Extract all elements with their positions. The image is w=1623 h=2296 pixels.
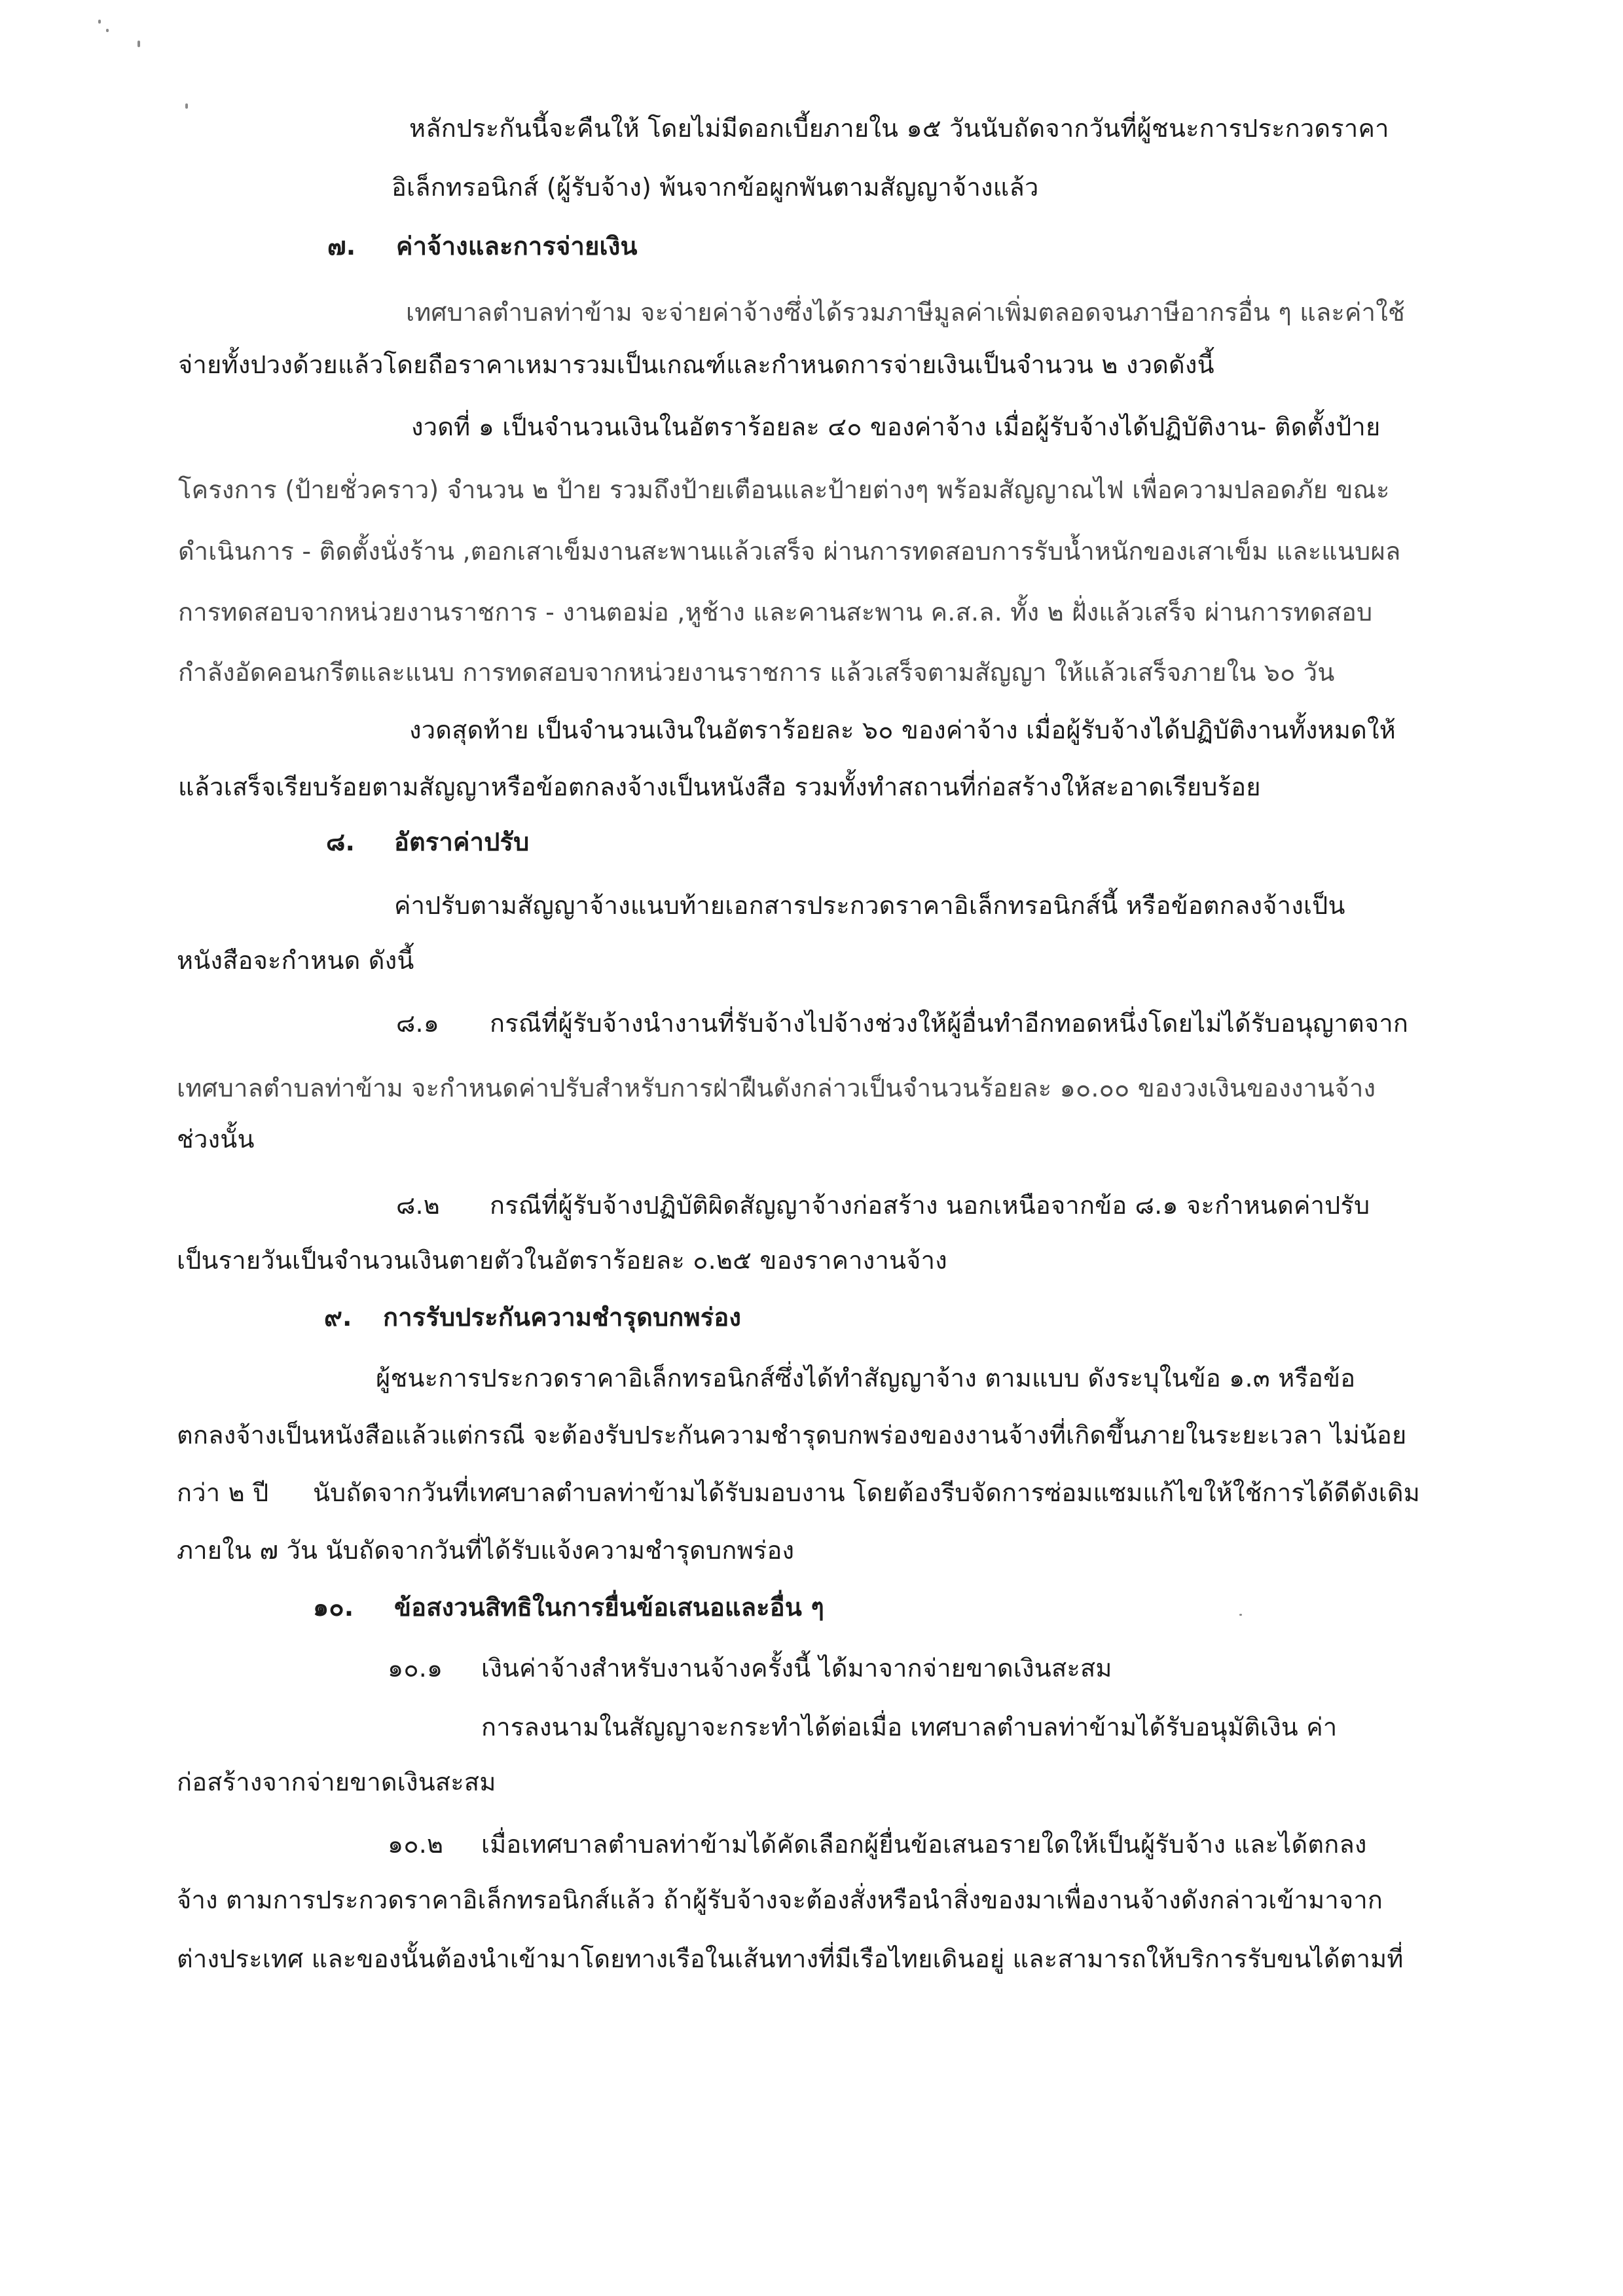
section-number: ๑๐. bbox=[313, 1593, 354, 1622]
scan-speck bbox=[106, 29, 109, 32]
text-line: ดำเนินการ - ติดตั้งนั่งร้าน ,ตอกเสาเข็มงานสะพานแล้วเสร็จ ผ่านการทดสอบการรับน้ำหนักของเสาเข็ม และแนบผล bbox=[178, 537, 1401, 566]
text-line: จ้าง ตามการประกวดราคาอิเล็กทรอนิกส์แล้ว ถ้าผู้รับจ้างจะต้องสั่งหรือนำสิ่งของมาเพื่องานจ้างดังกล่าวเข้ามาจาก bbox=[177, 1886, 1383, 1914]
text-line: หนังสือจะกำหนด ดังนี้ bbox=[177, 946, 414, 975]
text-line: นับถัดจากวันที่เทศบาลตำบลท่าข้ามได้รับมอบงาน โดยต้องรีบจัดการซ่อมแซมแก้ไขให้ใช้การได้ดีดังเดิม bbox=[313, 1478, 1421, 1507]
section-number: ๙. bbox=[324, 1303, 352, 1332]
section-number: ๗. bbox=[327, 232, 356, 261]
text-line: เมื่อเทศบาลตำบลท่าข้ามได้คัดเลือกผู้ยื่นข้อเสนอรายใดให้เป็นผู้รับจ้าง และได้ตกลง bbox=[481, 1830, 1367, 1859]
subsection-number: ๘.๑ bbox=[396, 1009, 440, 1038]
section-heading: ค่าจ้างและการจ่ายเงิน bbox=[396, 232, 638, 261]
scan-speck bbox=[185, 103, 188, 109]
text-line: กว่า ๒ ปี bbox=[177, 1478, 269, 1507]
text-line: ค่าปรับตามสัญญาจ้างแนบท้ายเอกสารประกวดราคาอิเล็กทรอนิกส์นี้ หรือข้อตกลงจ้างเป็น bbox=[394, 891, 1345, 920]
text-line: เงินค่าจ้างสำหรับงานจ้างครั้งนี้ ได้มาจากจ่ายขาดเงินสะสม bbox=[481, 1654, 1112, 1683]
text-line: การลงนามในสัญญาจะกระทำได้ต่อเมื่อ เทศบาลตำบลท่าข้ามได้รับอนุมัติเงิน ค่า bbox=[481, 1713, 1338, 1741]
text-line: อิเล็กทรอนิกส์ (ผู้รับจ้าง) พ้นจากข้อผูกพันตามสัญญาจ้างแล้ว bbox=[392, 173, 1039, 202]
scan-speck bbox=[1239, 1614, 1242, 1616]
text-line: แล้วเสร็จเรียบร้อยตามสัญญาหรือข้อตกลงจ้างเป็นหนังสือ รวมทั้งทำสถานที่ก่อสร้างให้สะอาดเรียบร้อย bbox=[178, 773, 1261, 801]
section-number: ๘. bbox=[326, 828, 356, 856]
text-line: เป็นรายวันเป็นจำนวนเงินตายตัวในอัตราร้อยละ ๐.๒๕ ของราคางานจ้าง bbox=[177, 1246, 947, 1275]
scan-speck bbox=[98, 20, 101, 24]
text-line: งวดที่ ๑ เป็นจำนวนเงินในอัตราร้อยละ ๔๐ ของค่าจ้าง เมื่อผู้รับจ้างได้ปฏิบัติงาน- ติดตั้งป้าย bbox=[411, 412, 1381, 441]
text-line: ต่างประเทศ และของนั้นต้องนำเข้ามาโดยทางเรือในเส้นทางที่มีเรือไทยเดินอยู่ และสามารถให้บริการรับขนได้ตามที่ bbox=[177, 1944, 1404, 1973]
subsection-number: ๘.๒ bbox=[396, 1191, 441, 1220]
text-line: ผู้ชนะการประกวดราคาอิเล็กทรอนิกส์ซึ่งได้ทำสัญญาจ้าง ตามแบบ ดังระบุในข้อ ๑.๓ หรือข้อ bbox=[376, 1364, 1356, 1393]
section-heading: การรับประกันความชำรุดบกพร่อง bbox=[383, 1303, 742, 1332]
subsection-number: ๑๐.๒ bbox=[388, 1830, 444, 1859]
text-line: จ่ายทั้งปวงด้วยแล้วโดยถือราคาเหมารวมเป็นเกณฑ์และกำหนดการจ่ายเงินเป็นจำนวน ๒ งวดดังนี้ bbox=[178, 350, 1214, 379]
text-line: เทศบาลตำบลท่าข้าม จะจ่ายค่าจ้างซึ่งได้รวมภาษีมูลค่าเพิ่มตลอดจนภาษีอากรอื่น ๆ และค่าใช้ bbox=[406, 298, 1405, 327]
scan-speck bbox=[137, 41, 140, 47]
section-heading: อัตราค่าปรับ bbox=[394, 828, 530, 856]
section-heading: ข้อสงวนสิทธิในการยื่นข้อเสนอและอื่น ๆ bbox=[394, 1593, 825, 1622]
text-line: กำลังอัดคอนกรีตและแนบ การทดสอบจากหน่วยงานราชการ แล้วเสร็จตามสัญญา ให้แล้วเสร็จภายใน ๖๐ วัน bbox=[178, 658, 1335, 687]
subsection-number: ๑๐.๑ bbox=[388, 1654, 443, 1683]
text-line: กรณีที่ผู้รับจ้างนำงานที่รับจ้างไปจ้างช่วงให้ผู้อื่นทำอีกทอดหนึ่งโดยไม่ได้รับอนุญาตจาก bbox=[490, 1009, 1409, 1038]
text-line: ก่อสร้างจากจ่ายขาดเงินสะสม bbox=[177, 1768, 496, 1796]
text-line: กรณีที่ผู้รับจ้างปฏิบัติผิดสัญญาจ้างก่อสร้าง นอกเหนือจากข้อ ๘.๑ จะกำหนดค่าปรับ bbox=[490, 1191, 1370, 1220]
text-line: โครงการ (ป้ายชั่วคราว) จำนวน ๒ ป้าย รวมถึงป้ายเตือนและป้ายต่างๆ พร้อมสัญญาณไฟ เพื่อความปลอดภัย ขณะ bbox=[178, 475, 1390, 504]
text-line: การทดสอบจากหน่วยงานราชการ - งานตอม่อ ,หูช้าง และคานสะพาน ค.ส.ล. ทั้ง ๒ ฝั่งแล้วเสร็จ ผ่านการทดสอบ bbox=[178, 598, 1373, 627]
text-line: งวดสุดท้าย เป็นจำนวนเงินในอัตราร้อยละ ๖๐ ของค่าจ้าง เมื่อผู้รับจ้างได้ปฏิบัติงานทั้งหมดให้ bbox=[409, 716, 1396, 744]
text-line: ช่วงนั้น bbox=[177, 1125, 255, 1154]
text-line: เทศบาลตำบลท่าข้าม จะกำหนดค่าปรับสำหรับการฝ่าฝืนดังกล่าวเป็นจำนวนร้อยละ ๑๐.๐๐ ของวงเงินของงานจ้าง bbox=[177, 1074, 1376, 1102]
text-line: ตกลงจ้างเป็นหนังสือแล้วแต่กรณี จะต้องรับประกันความชำรุดบกพร่องของงานจ้างที่เกิดขึ้นภายในระยะเวลา ไม่น้อย bbox=[177, 1421, 1407, 1449]
text-line: หลักประกันนี้จะคืนให้ โดยไม่มีดอกเบี้ยภายใน ๑๕ วันนับถัดจากวันที่ผู้ชนะการประกวดราคา bbox=[409, 114, 1389, 143]
text-line: ภายใน ๗ วัน นับถัดจากวันที่ได้รับแจ้งความชำรุดบกพร่อง bbox=[177, 1536, 795, 1565]
